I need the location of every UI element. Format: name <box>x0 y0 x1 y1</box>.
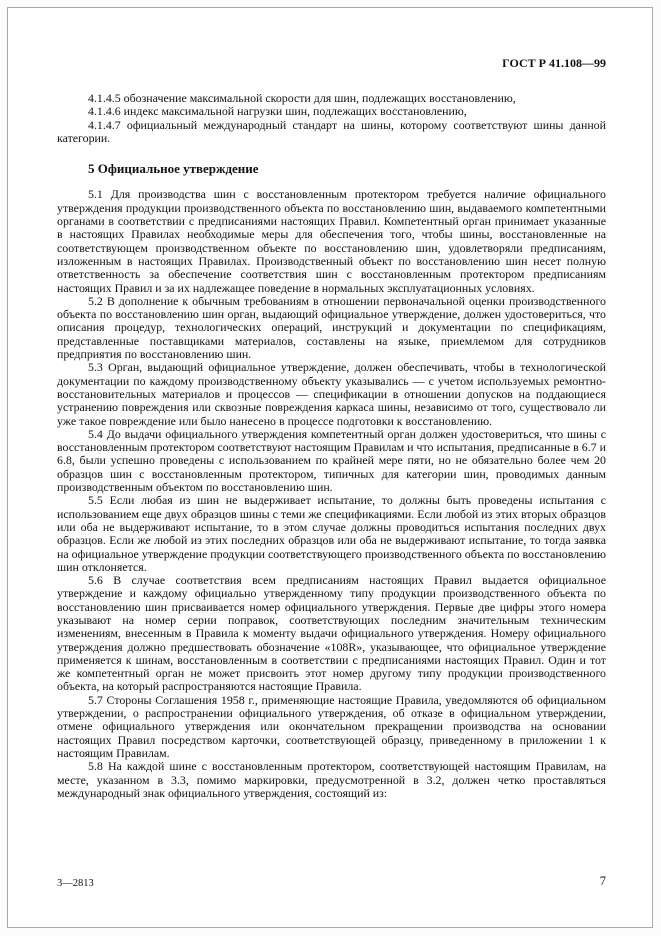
section-heading: 5 Официальное утверждение <box>88 161 259 177</box>
paragraph-5-1: 5.1 Для производства шин с восстановленным протектором требуется наличие официального утверждения продукции производственного объекта по восстановлению шин, выдаваемого компетентными органами в соответствии с предписаниями настоящих Правил. Компетентный орган принимает указанные в настоящих Правилах необходимые меры для обеспечения того, чтобы шины, восстановленные на соответствующем производственном объекте по восстановлению шин, удовлетворяли предписаниям, изложенным в настоящих Правилах. Производственный объект по восстановлению шин несет полную ответственность за обеспечение соответствия шин с восстановленным протектором предписаниям настоящих Правил и за их надлежащее поведение в нормальных эксплуатационных условиях. <box>57 187 606 295</box>
paragraph-5-7: 5.7 Стороны Соглашения 1958 г., применяющие настоящие Правила, уведомляются об официальном утверждении, о распространении официального утверждения, об отказе в официальном утверждении, отмене официального утверждения или окончательном прекращении производства на основании настоящих Правил посредством карточки, соответствующей образцу, приведенному в приложении 1 к настоящим Правилам. <box>57 692 606 760</box>
page-number: 7 <box>599 874 606 888</box>
paragraph-5-5: 5.5 Если любая из шин не выдерживает испытание, то должны быть проведены испытания с использованием еще двух образцов шины с теми же спецификациями. Если любой из этих вторых образцов или оба не выдерживают испытание, то в этом случае должны проводиться испытания последних двух образцов. Если же любой из этих последних образцов или оба не выдерживают испытание, то тогда заявка на официальное утверждение продукции соответствующего производственного объекта по восстановлению шин отклоняется. <box>57 493 606 574</box>
list-item-4-1-4-6: 4.1.4.6 индекс максимальной нагрузки шин, подлежащих восстановлению, <box>88 104 467 119</box>
print-order-number: 3—2813 <box>57 878 94 889</box>
list-item-4-1-4-7: 4.1.4.7 официальный международный стандарт на шины, которому соответствуют шины данной категории. <box>57 117 606 145</box>
document-footer <box>57 874 606 889</box>
paragraph-5-6: 5.6 В случае соответствия всем предписаниям настоящих Правил выдается официальное утверждение и каждому официально утвержденному типу продукции производственного объекта по восстановлению шин присваивается номер официального утверждения. Первые две цифры этого номера указывают на номер серии поправок, соответствующих последним значительным техническим изменениям, внесенным в Правила к моменту выдачи официального утверждения. Номеру официального утверждения должно предшествовать обозначение «108R», указывающее, что официальное утверждение применяется к шинам, восстановленным в соответствии с предписаниями настоящих Правил. Один и тот же компетентный орган не может присвоить этот номер другому типу продукции производственного объекта, на который распространяются настоящие Правила. <box>57 573 606 694</box>
standard-number: ГОСТ Р 41.108—99 <box>502 56 606 70</box>
paragraph-5-2: 5.2 В дополнение к обычным требованиям в отношении первоначальной оценки производственного объекта по восстановлению шин орган, выдающий официальное утверждение, должен удостовериться, что описания процедур, технологических операций, инструкций и документации по спецификациям, представленные поставщиками материалов, составлены на языке, приемлемом для сотрудников предприятия по восстановлению шин. <box>57 293 606 362</box>
paragraph-5-4: 5.4 До выдачи официального утверждения компетентный орган должен удостовериться, что шины с восстановленным протектором соответствуют настоящим Правилам и что испытания, предписанные в 6.7 и 6.8, были успешно проведены с использованием по крайней мере пяти, но не обязательно более чем 20 образцов шин с восстановленным протектором, типичных для категории шин, проводимых данным производственным объектом по восстановлению шин. <box>57 426 606 495</box>
paragraph-5-8: 5.8 На каждой шине с восстановленным протектором, соответствующей настоящим Правилам, на месте, указанном в 3.3, помимо маркировки, предусмотренной в 3.2, должен четко проставляться международный знак официального утверждения, состоящий из: <box>57 759 606 800</box>
document-body <box>57 92 606 800</box>
page-inner <box>8 8 652 927</box>
document-header <box>57 56 606 70</box>
document-page <box>7 7 653 928</box>
paragraph-5-3: 5.3 Орган, выдающий официальное утверждение, должен обеспечивать, чтобы в технологической документации по каждому производственному объекту указывались — с учетом используемых ремонтно-восстановительных материалов и процессов — спецификации в отношении допусков на поддающиеся устранению повреждения или сквозные повреждения каркаса шины, независимо от того, существовало ли уже такое повреждение или было нанесено в процессе подготовки к восстановлению. <box>57 360 606 428</box>
list-item-4-1-4-5: 4.1.4.5 обозначение максимальной скорости для шин, подлежащих восстановлению, <box>88 91 516 105</box>
